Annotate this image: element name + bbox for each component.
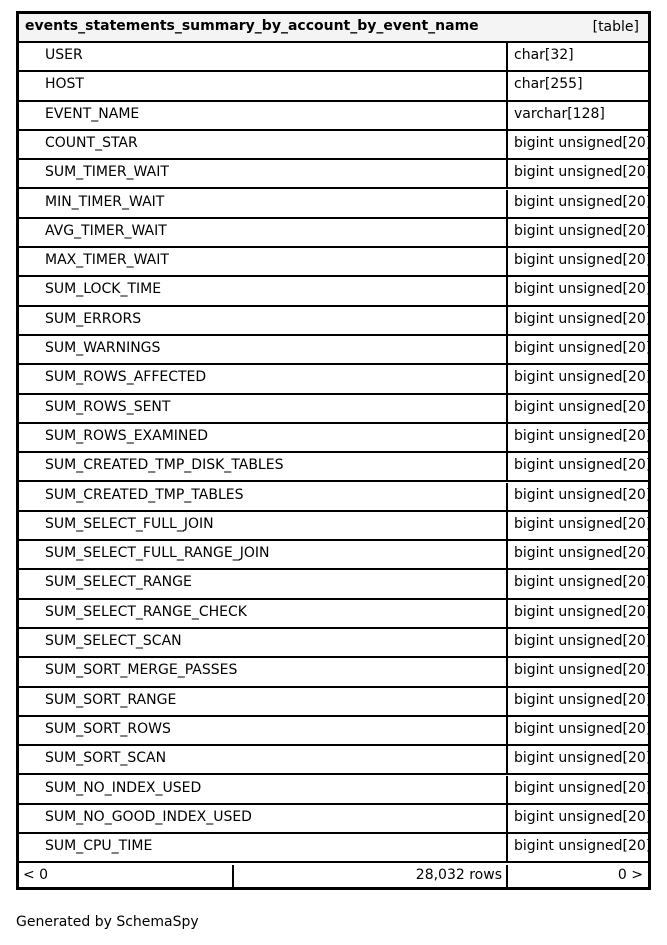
- column-divider: [506, 717, 508, 744]
- column-type: bigint unsigned[20]: [514, 398, 652, 415]
- column-type: bigint unsigned[20]: [514, 750, 652, 767]
- column-divider: [506, 483, 508, 510]
- column-type: bigint unsigned[20]: [514, 662, 652, 679]
- column-row[interactable]: [19, 131, 652, 160]
- column-divider: [506, 541, 508, 568]
- column-divider: [506, 453, 508, 480]
- column-type: bigint unsigned[20]: [514, 134, 652, 151]
- column-type: char[255]: [514, 76, 583, 93]
- column-row[interactable]: [19, 248, 652, 277]
- column-name: SUM_LOCK_TIME: [45, 281, 162, 298]
- column-divider: [506, 570, 508, 597]
- column-type: bigint unsigned[20]: [514, 222, 652, 239]
- column-row[interactable]: [19, 219, 652, 248]
- column-divider: [506, 43, 508, 70]
- parents-count[interactable]: < 0: [23, 867, 49, 883]
- column-type: bigint unsigned[20]: [514, 574, 652, 591]
- row-count: 28,032 rows: [415, 867, 502, 883]
- column-row[interactable]: [19, 805, 652, 834]
- column-row[interactable]: [19, 629, 652, 658]
- column-row[interactable]: [19, 453, 652, 482]
- column-row[interactable]: [19, 160, 652, 189]
- column-name: USER: [45, 47, 83, 63]
- column-row[interactable]: [19, 424, 652, 453]
- children-count[interactable]: 0 >: [617, 867, 643, 883]
- column-name: AVG_TIMER_WAIT: [45, 222, 167, 239]
- column-row[interactable]: [19, 570, 652, 599]
- column-type: bigint unsigned[20]: [514, 603, 652, 620]
- column-type: bigint unsigned[20]: [514, 633, 652, 649]
- column-divider: [506, 658, 508, 685]
- column-name: SUM_SELECT_RANGE: [45, 574, 192, 591]
- column-divider: [506, 776, 508, 803]
- column-name: SUM_SELECT_RANGE_CHECK: [45, 603, 247, 620]
- column-row[interactable]: [19, 277, 652, 306]
- generated-by-label: Generated by SchemaSpy: [16, 914, 199, 930]
- column-type: bigint unsigned[20]: [514, 486, 652, 503]
- column-row[interactable]: [19, 102, 648, 131]
- column-divider: [506, 424, 508, 451]
- column-row[interactable]: [19, 541, 652, 570]
- column-name: SUM_CPU_TIME: [45, 838, 153, 855]
- column-name: SUM_SORT_MERGE_PASSES: [45, 662, 238, 679]
- column-divider: [506, 688, 508, 715]
- column-row[interactable]: [19, 483, 652, 512]
- column-divider: [506, 102, 508, 129]
- column-type: bigint unsigned[20]: [514, 457, 652, 474]
- column-name: SUM_SELECT_FULL_RANGE_JOIN: [45, 545, 270, 562]
- column-name: MAX_TIMER_WAIT: [45, 252, 169, 269]
- column-type: bigint unsigned[20]: [514, 252, 652, 269]
- table-name[interactable]: events_statements_summary_by_account_by_event_name: [25, 18, 479, 34]
- column-row[interactable]: [19, 365, 652, 394]
- column-type: bigint unsigned[20]: [514, 515, 652, 532]
- column-name: SUM_SORT_ROWS: [45, 720, 171, 737]
- column-type: bigint unsigned[20]: [514, 193, 652, 210]
- column-row[interactable]: [19, 717, 652, 746]
- column-row[interactable]: [19, 512, 652, 541]
- table-header: [19, 14, 648, 43]
- column-row[interactable]: [19, 72, 648, 101]
- column-divider: [506, 336, 508, 363]
- column-divider: [506, 131, 508, 158]
- column-divider: [506, 277, 508, 304]
- column-type: bigint unsigned[20]: [514, 691, 652, 708]
- column-name: MIN_TIMER_WAIT: [45, 193, 165, 210]
- column-divider: [506, 395, 508, 422]
- column-divider: [506, 190, 508, 217]
- column-name: SUM_SELECT_FULL_JOIN: [45, 515, 214, 532]
- column-name: SUM_ROWS_AFFECTED: [45, 369, 207, 386]
- column-divider: [506, 219, 508, 246]
- column-name: EVENT_NAME: [45, 105, 140, 122]
- column-name: SUM_NO_GOOD_INDEX_USED: [45, 808, 252, 825]
- column-name: SUM_CREATED_TMP_TABLES: [45, 486, 244, 503]
- column-type: bigint unsigned[20]: [514, 281, 652, 298]
- table-entity[interactable]: [16, 11, 651, 890]
- column-divider: [506, 365, 508, 392]
- column-type: bigint unsigned[20]: [514, 808, 652, 825]
- column-divider: [506, 160, 508, 187]
- column-type: varchar[128]: [514, 105, 605, 122]
- column-type: bigint unsigned[20]: [514, 720, 652, 737]
- column-name: SUM_SORT_SCAN: [45, 750, 167, 767]
- column-type: bigint unsigned[20]: [514, 779, 652, 796]
- column-divider: [506, 307, 508, 334]
- column-row[interactable]: [19, 834, 652, 863]
- table-type-tag: [table]: [592, 19, 639, 35]
- column-name: HOST: [45, 76, 84, 93]
- column-row[interactable]: [19, 307, 652, 336]
- column-type: bigint unsigned[20]: [514, 340, 652, 356]
- column-divider: [506, 834, 508, 861]
- column-type: bigint unsigned[20]: [514, 369, 652, 386]
- column-divider: [506, 746, 508, 773]
- column-divider: [506, 629, 508, 656]
- column-name: SUM_NO_INDEX_USED: [45, 779, 202, 796]
- column-name: SUM_ROWS_EXAMINED: [45, 427, 209, 444]
- column-type: bigint unsigned[20]: [514, 838, 652, 855]
- column-name: SUM_ROWS_SENT: [45, 398, 171, 415]
- column-type: bigint unsigned[20]: [514, 310, 652, 327]
- column-row[interactable]: [19, 776, 652, 805]
- column-type: bigint unsigned[20]: [514, 427, 652, 444]
- column-row[interactable]: [19, 600, 652, 629]
- column-divider: [506, 72, 508, 99]
- column-type: char[32]: [514, 47, 574, 63]
- column-name: COUNT_STAR: [45, 134, 138, 151]
- column-name: SUM_ERRORS: [45, 310, 142, 327]
- column-type: bigint unsigned[20]: [514, 545, 652, 562]
- footer-divider: [232, 865, 234, 887]
- footer-divider: [506, 865, 508, 887]
- column-row[interactable]: [19, 688, 652, 717]
- column-row[interactable]: [19, 395, 652, 424]
- column-type: bigint unsigned[20]: [514, 164, 652, 181]
- column-row[interactable]: [19, 746, 652, 775]
- column-name: SUM_CREATED_TMP_DISK_TABLES: [45, 457, 284, 474]
- column-name: SUM_WARNINGS: [45, 340, 161, 356]
- column-divider: [506, 805, 508, 832]
- column-name: SUM_SORT_RANGE: [45, 691, 177, 708]
- column-row[interactable]: [19, 190, 652, 219]
- column-name: SUM_SELECT_SCAN: [45, 633, 182, 649]
- column-row[interactable]: [19, 43, 648, 72]
- column-row[interactable]: [19, 336, 652, 365]
- table-footer: [19, 865, 648, 887]
- column-divider: [506, 512, 508, 539]
- column-row[interactable]: [19, 658, 652, 687]
- column-divider: [506, 248, 508, 275]
- column-divider: [506, 600, 508, 627]
- column-name: SUM_TIMER_WAIT: [45, 164, 169, 181]
